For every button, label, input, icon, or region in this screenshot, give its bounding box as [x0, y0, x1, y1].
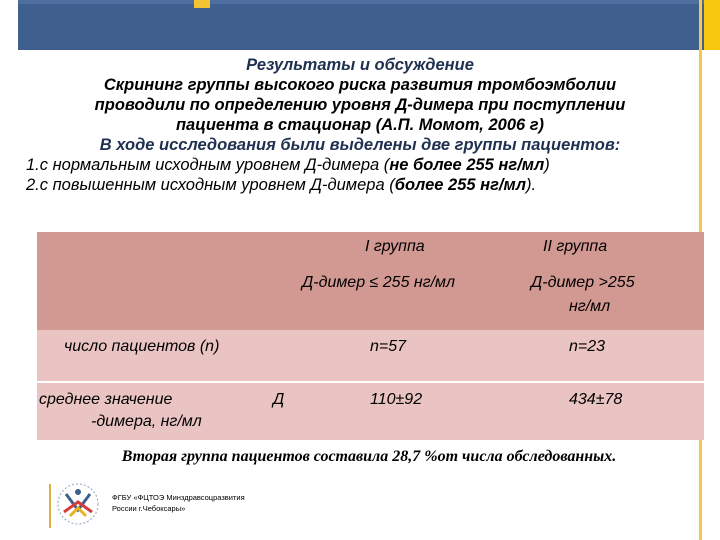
table-header-row	[37, 232, 704, 292]
header-top-strip	[18, 0, 720, 4]
list-item-2	[0, 175, 720, 195]
table-row-patients	[37, 330, 704, 382]
list-item-1-end: )	[544, 156, 550, 174]
intro-line-2: Скрининг группы высокого риска развития тромбоэмболии	[103, 76, 617, 94]
group2-criterion-line2: нг/мл	[569, 298, 611, 315]
table-row-mean	[37, 382, 704, 440]
group1-mean-value: 110±92	[370, 391, 423, 408]
group2-header-cell	[508, 232, 704, 292]
header-accent	[194, 0, 210, 8]
header-corner-accent	[704, 0, 720, 50]
group2-criterion-line1: Д-димер >255	[531, 274, 635, 291]
group2-patients-count: n=23	[569, 338, 606, 355]
intro-line-3: проводили по определению уровня Д-димера при поступлении	[94, 96, 626, 114]
group1-header-cell	[300, 232, 508, 292]
intro-line-4: пациента в стационар (А.П. Момот, 2006 г)	[175, 116, 545, 134]
list-item-2-text: 2.с повышенным исходным уровнем Д-димера (	[26, 176, 395, 194]
list-item-2-bold: более 255 нг/мл	[394, 176, 526, 194]
group2-patients-cell	[508, 330, 704, 382]
list-item-1-bold: не более 255 нг/мл	[389, 156, 545, 174]
list-item-1-text: 1.с нормальным исходным уровнем Д-димера (	[26, 156, 390, 174]
organization-line-1: ФГБУ «ФЦТОЭ Минздравсоцразвития	[112, 493, 245, 502]
slide-heading: Результаты и обсуждение	[246, 56, 474, 74]
mean-label-line1: среднее значение	[39, 391, 173, 408]
list-item-2-end: ).	[525, 176, 537, 194]
group2-title: II группа	[543, 238, 608, 255]
group2-criterion-cell	[508, 292, 704, 330]
mean-label-cell	[37, 382, 300, 440]
group1-criterion-cell	[300, 292, 508, 330]
group1-criterion: Д-димер ≤ 255 нг/мл	[302, 274, 456, 291]
patients-label-cell	[37, 330, 300, 382]
group1-patients-count: n=57	[370, 338, 407, 355]
group1-patients-cell	[300, 330, 508, 382]
header-band	[18, 0, 720, 50]
group2-mean-value: 434±78	[569, 391, 623, 408]
conclusion-note: Вторая группа пациентов составила 28,7 %от числа обследованных.	[121, 448, 617, 465]
group1-title: I группа	[365, 238, 425, 255]
intro-line-5: В ходе исследования были выделены две группы пациентов:	[99, 136, 621, 154]
mean-label-d: Д	[273, 391, 285, 408]
mean-label-line2: -димера, нг/мл	[91, 413, 202, 430]
organization-line-2: России г.Чебоксары»	[112, 504, 186, 513]
group1-mean-cell	[300, 382, 508, 440]
list-item-1	[0, 155, 720, 175]
patients-label: число пациентов (n)	[64, 338, 220, 355]
intro-text	[0, 55, 720, 195]
group2-mean-cell	[508, 382, 704, 440]
results-table	[37, 232, 704, 440]
organization-logo	[48, 480, 104, 530]
organization-name	[112, 492, 245, 514]
table-corner-cell	[37, 232, 300, 330]
